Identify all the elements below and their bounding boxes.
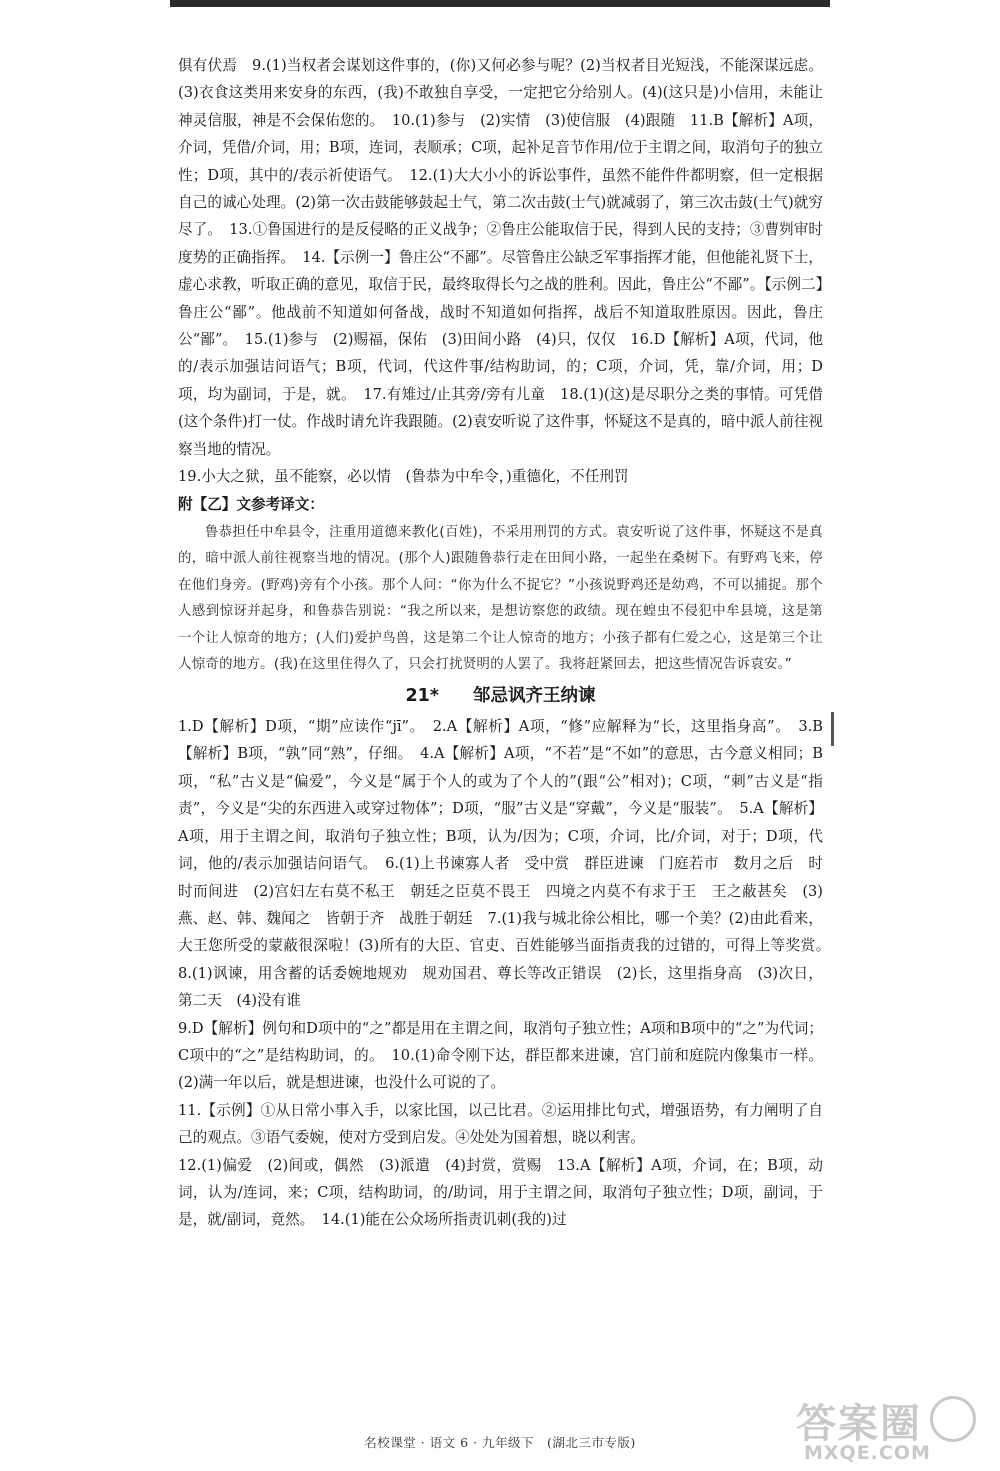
answer-paragraph-4: 11.【示例】①从日常小事入手，以家比国，以己比君。②运用排比句式，增强语势，有力阐明了自己的观点。③语气委婉，使对方受到启发。④处处为国着想，晓以利害。 — [178, 1101, 823, 1147]
watermark-text: 答案圈 — [796, 1401, 922, 1447]
answer-content — [178, 52, 838, 1234]
section-name: 邹忌讽齐王纳谏 — [473, 686, 596, 707]
answer-paragraph-5: 12.(1)偏爱 (2)间或，偶然 (3)派遣 (4)封赏，赏赐 13.A【解析】A项，介词，在；B项，动词，认为/连词，来；C项，结构助词，的/助词，用于主谓之间，取消句子独立性；D项，副词，于是，就/副词，竟然。 14.(1)能在公众场所指责讥刺(我的)过 — [178, 1156, 823, 1229]
answer-paragraph-3: 9.D【解析】例句和D项中的“之”都是用在主谓之间，取消句子独立性；A项和B项中的“之”为代词；C项中的“之”是结构助词，的。 10.(1)命令刚下达，群臣都来进谏，宫门前和庭院内像集市一样。(2)满一年以后，就是想进谏，也没什么可说的了。 — [178, 1019, 823, 1092]
section-number: 21* — [405, 686, 439, 707]
answer-paragraph-19: 19.小大之狱，虽不能察，必以情 (鲁恭为中牟令，)重德化，不任刑罚 — [178, 468, 629, 486]
answer-paragraph-2: 1.D【解析】D项，“期”应读作“jī”。 2.A【解析】A项，“修”应解释为“长，这里指身高”。 3.B【解析】B项，“孰”同“熟”，仔细。 4.A【解析】A项，“不若”是“不如”的意思，古今意义相同；B项，“私”古义是“偏爱”，今义是“属于个人的或为了个人的”(跟“公”相对)；C项，“刺”古义是“指责”，今义是“尖的东西进入或穿过物体”；D项，“服”古义是“穿戴”，今义是“服装”。 5.A【解析】A项，用于主谓之间，取消句子独立性；B项，认为/因为；C项，介词，比/介词，对于；D项，代词，他的/表示加强诘问语气。 6.(1)上书谏寡人者 受中赏 群臣进谏 门庭若市 数月之后 时时而间进 (2)宫妇左右莫不私王 朝廷之臣莫不畏王 四境之内莫不有求于王 王之蔽甚矣 (3)燕、赵、韩、魏闻之 皆朝于齐 战胜于朝廷 7.(1)我与城北徐公相比，哪一个美？(2)由此看来，大王您所受的蒙蔽很深啦！(3)所有的大臣、官吏、百姓能够当面指责我的过错的，可得上等奖赏。 8.(1)讽谏，用含蓄的话委婉地规劝 规劝国君、尊长等改正错误 (2)长，这里指身高 (3)次日，第二天 (4)没有谁 — [178, 718, 838, 1010]
page-footer: 名校课堂 · 语文 6 · 九年级下 (湖北三市专版) — [364, 1435, 636, 1450]
translation-heading: 附【乙】文参考译文： — [178, 495, 324, 513]
translation-text: 鲁恭担任中牟县令，注重用道德来教化(百姓)，不采用刑罚的方式。袁安听说了这件事，怀疑这不是真的，暗中派人前往视察当地的情况。(那个人)跟随鲁恭行走在田间小路，一起坐在桑树下。有野鸡飞来，停在他们身旁。(野鸡)旁有个小孩。那个人问：“你为什么不捉它？”小孩说野鸡还是幼鸡，不可以捕捉。那个人感到惊讶并起身，和鲁恭告别说：“我之所以来，是想访察您的政绩。现在蝗虫不侵犯中牟县境，这是第一个让人惊奇的地方；(人们)爱护鸟兽，这是第二个让人惊奇的地方；小孩子都有仁爱之心，这是第三个让人惊奇的地方。(我)在这里住得久了，只会打扰贤明的人罢了。我将赶紧回去，把这些情况告诉袁安。” — [178, 524, 823, 673]
watermark-logo — [786, 1392, 986, 1468]
section-title — [178, 679, 823, 713]
watermark-url: MXQE.COM — [804, 1442, 931, 1464]
scan-edge-mark — [831, 712, 834, 746]
answer-paragraph-1: 俱有伏焉 9.(1)当权者会谋划这件事的，(你)又何必参与呢？(2)当权者目光短浅，不能深谋远虑。(3)衣食这类用来安身的东西，(我)不敢独自享受，一定把它分给别人。(4)(这只是)小信用，未能让神灵信服，神是不会保佑您的。 10.(1)参与 (2)实情 (3)使信服 (4)跟随 11.B【解析】A项，介词，凭借/介词，用；B项，连词，表顺承；C项，起补足音节作用/位于主谓之间，取消句子的独立性；D项，其中的/表示祈使语气。 12.(1)大大小小的诉讼事件，虽然不能件件都明察，但一定根据自己的诚心处理。(2)第一次击鼓能够鼓起士气，第二次击鼓(士气)就减弱了，第三次击鼓(士气)就穷尽了。 13.①鲁国进行的是反侵略的正义战争；②鲁庄公能取信于民，得到人民的支持；③曹刿审时度势的正确指挥。 14.【示例一】鲁庄公“不鄙”。尽管鲁庄公缺乏军事指挥才能，但他能礼贤下士，虚心求教，听取正确的意见，取信于民，最终取得长勺之战的胜利。因此，鲁庄公“不鄙”。【示例二】鲁庄公“鄙”。他战前不知道如何备战，战时不知道如何指挥，战后不知道取胜原因。因此，鲁庄公“鄙”。 15.(1)参与 (2)赐福，保佑 (3)田间小路 (4)只，仅仅 16.D【解析】A项，代词，他的/表示加强诘问语气；B项，代词，代这件事/结构助词，的；C项，介词，凭，靠/介词，用；D项，均为副词，于是，就。 17.有雉过/止其旁/旁有儿童 18.(1)(这)是尽职分之类的事情。可凭借(这个条件)打一仗。作战时请允许我跟随。(2)袁安听说了这件事，怀疑这不是真的，暗中派人前往视察当地的情况。 — [178, 57, 824, 458]
top-border-rule — [170, 0, 830, 7]
watermark-badge-icon — [930, 1396, 976, 1442]
